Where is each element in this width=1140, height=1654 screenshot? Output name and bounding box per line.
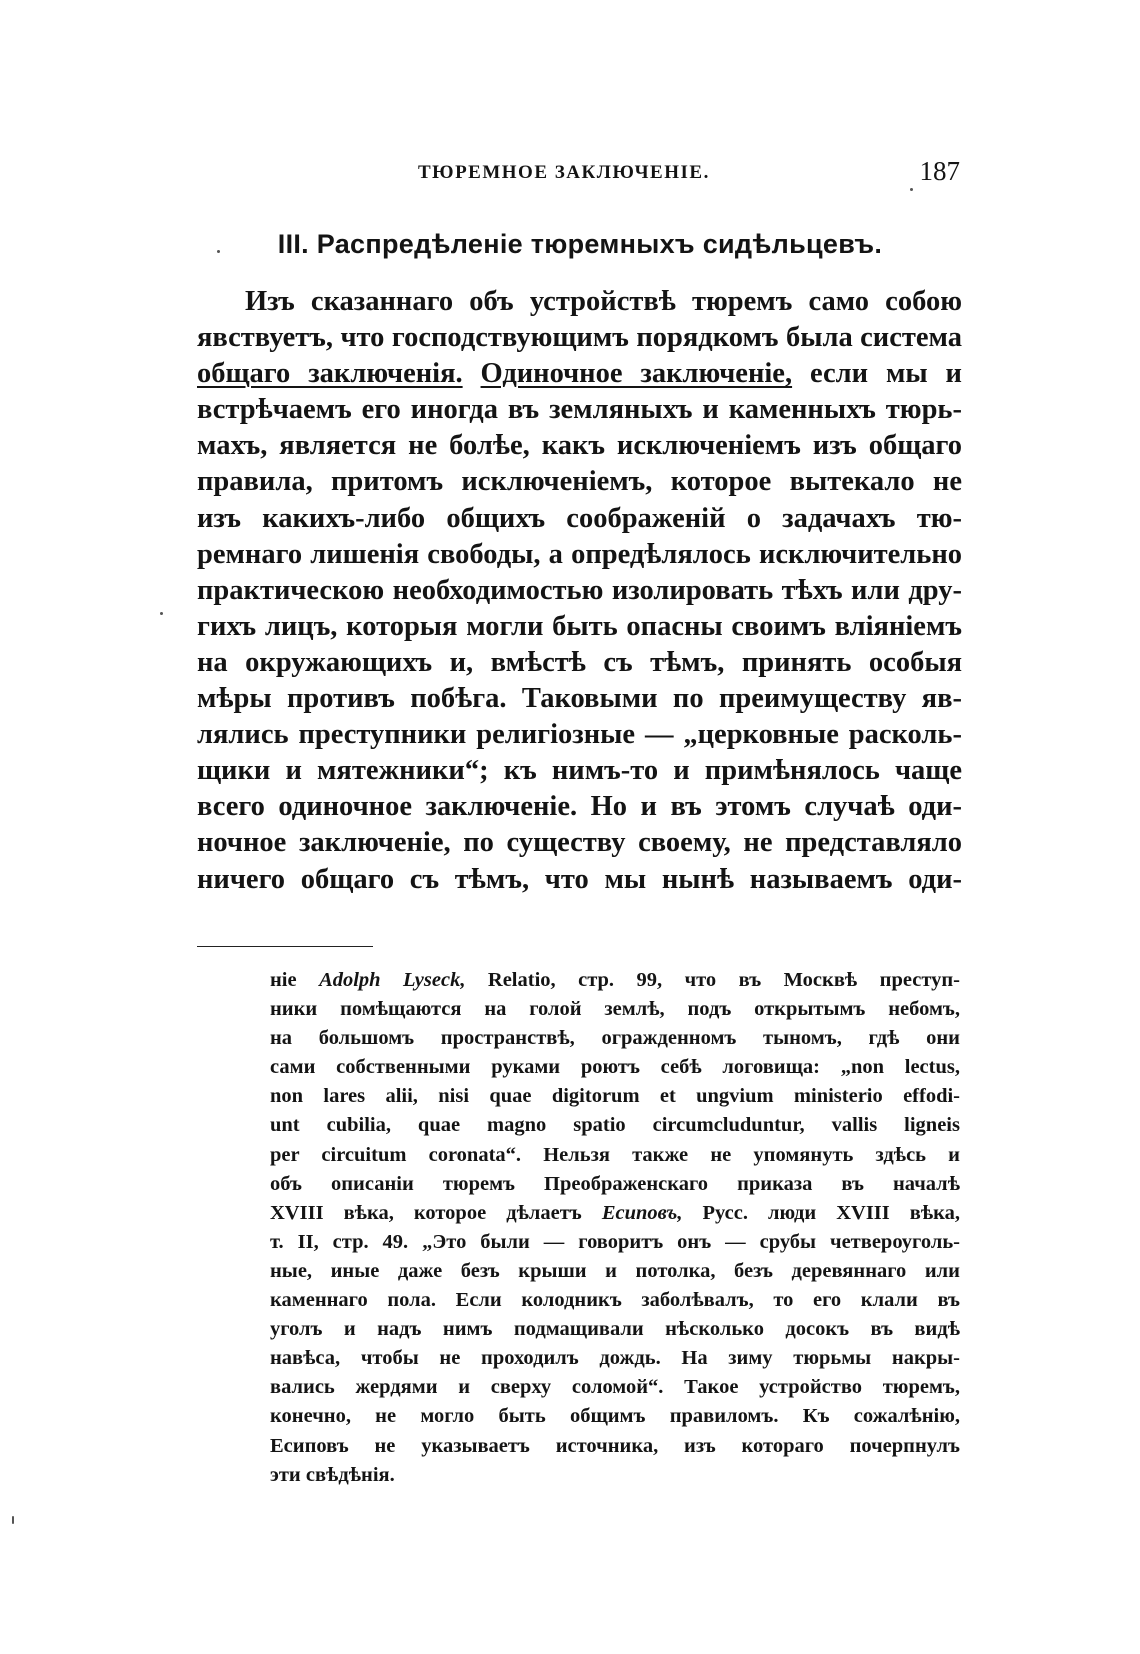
footnote-line: уголъ и надъ нимъ подмащивали нѣсколько досокъ въ видѣ bbox=[270, 1318, 960, 1341]
footnote-line: конечно, не могло быть общимъ правиломъ. Къ сожалѣнію, bbox=[270, 1405, 960, 1428]
text-line: изъ какихъ-либо общихъ соображеній о задачахъ тю- bbox=[197, 502, 962, 534]
section-title: III. Распредѣленіе тюремныхъ сидѣльцевъ. bbox=[277, 229, 883, 259]
scan-speck bbox=[217, 250, 220, 253]
scan-speck bbox=[910, 188, 913, 191]
footnote-line: non lares alii, nisi quae digitorum et ungvium ministerio effodi- bbox=[270, 1085, 960, 1108]
text-line: на окружающихъ и, вмѣстѣ съ тѣмъ, принять особыя bbox=[197, 646, 962, 678]
scan-speck bbox=[160, 612, 163, 615]
author-name: Adolph Lyseck, bbox=[319, 969, 466, 991]
text-line: ночное заключеніе, по существу своему, не представляло bbox=[197, 827, 962, 859]
footnote-line: ные, иные даже безъ крыши и потолка, безъ деревяннаго или bbox=[270, 1259, 960, 1282]
footnote-line: unt cubilia, quae magno spatio circumcluduntur, vallis ligneis bbox=[270, 1114, 960, 1137]
text-line: лялись преступники религіозные — „церковные расколь- bbox=[197, 719, 962, 751]
footnote-line bbox=[270, 1199, 960, 1228]
scan-speck bbox=[12, 1516, 14, 1524]
underlined-phrase: общаго заключенія. bbox=[197, 358, 463, 390]
text-line: встрѣчаемъ его иногда въ земляныхъ и каменныхъ тюрь- bbox=[197, 394, 962, 426]
text-fragment: Русс. люди XVIII вѣка, bbox=[702, 1201, 961, 1224]
footnote-line: каменнаго пола. Если колодникъ заболѣвалъ, то его клали въ bbox=[270, 1289, 960, 1312]
footnote-line: вались жердями и сверху соломой“. Такое устройство тюремъ, bbox=[270, 1376, 960, 1399]
page-header bbox=[196, 156, 964, 192]
footnote-line: per circuitum coronata“. Нельзя также не упомянуть здѣсь и bbox=[270, 1143, 960, 1166]
footnote-line: объ описаніи тюремъ Преображенскаго приказа въ началѣ bbox=[270, 1172, 960, 1195]
footnote-line: т. II, стр. 49. „Это были — говоритъ онъ — срубы четвероуголь- bbox=[270, 1230, 960, 1253]
footnote-line: эти свѣдѣнія. bbox=[270, 1463, 395, 1486]
text-line: правила, притомъ исключеніемъ, которое вытекало не bbox=[197, 466, 962, 498]
author-name: Есиповъ, bbox=[601, 1201, 683, 1224]
text-line-underlined bbox=[197, 356, 962, 392]
running-head: ТЮРЕМНОЕ ЗАКЛЮЧЕНІЕ. bbox=[418, 162, 710, 183]
main-text bbox=[197, 284, 962, 898]
footnote bbox=[270, 966, 960, 1490]
page-number: 187 bbox=[919, 156, 960, 186]
footnote-line: сами собственными руками роютъ себѣ логовища: „non lectus, bbox=[270, 1056, 960, 1079]
footnote-line: на большомъ пространствѣ, огражденномъ тыномъ, гдѣ они bbox=[270, 1027, 960, 1050]
footnote-rule bbox=[197, 946, 373, 947]
underlined-phrase: Одиночное заключеніе, bbox=[480, 358, 793, 390]
footnote-line: навѣса, чтобы не проходилъ дождь. На зиму тюрьмы накры- bbox=[270, 1347, 960, 1370]
text-line: явствуетъ, что господствующимъ порядкомъ была система bbox=[197, 322, 962, 354]
text-fragment: Relatio, стр. 99, что въ Москвѣ преступ- bbox=[487, 969, 961, 991]
text-line: мѣры противъ побѣга. Таковыми по преимуществу яв- bbox=[197, 683, 962, 715]
text-fragment: XVIII вѣка, которое дѣлаетъ bbox=[270, 1201, 582, 1224]
text-line: ничего общаго съ тѣмъ, что мы нынѣ называемъ оди- bbox=[197, 863, 962, 895]
footnote-line: Есиповъ не указываетъ источника, изъ котораго почерпнулъ bbox=[270, 1434, 960, 1457]
text-line: Изъ сказаннаго объ устройствѣ тюремъ само собою bbox=[245, 286, 962, 317]
text-line: гихъ лицъ, которыя могли быть опасны своимъ вліяніемъ bbox=[197, 610, 962, 642]
footnote-line: ники помѣщаются на голой землѣ, подъ открытымъ небомъ, bbox=[270, 998, 960, 1021]
text-line: всего одиночное заключеніе. Но и въ этомъ случаѣ оди- bbox=[197, 791, 962, 823]
text-line: ремнаго лишенія свободы, а опредѣлялось исключительно bbox=[197, 538, 962, 570]
text-line: махъ, является не болѣе, какъ исключеніемъ изъ общаго bbox=[197, 430, 962, 462]
text-line: практическою необходимостью изолировать тѣхъ или дру- bbox=[197, 574, 962, 606]
text-fragment: ніе bbox=[270, 969, 297, 991]
text-line: щики и мятежники“; къ нимъ-то и примѣнялось чаще bbox=[197, 755, 962, 787]
footnote-line bbox=[270, 966, 960, 995]
text-fragment: если мы и bbox=[810, 358, 962, 390]
